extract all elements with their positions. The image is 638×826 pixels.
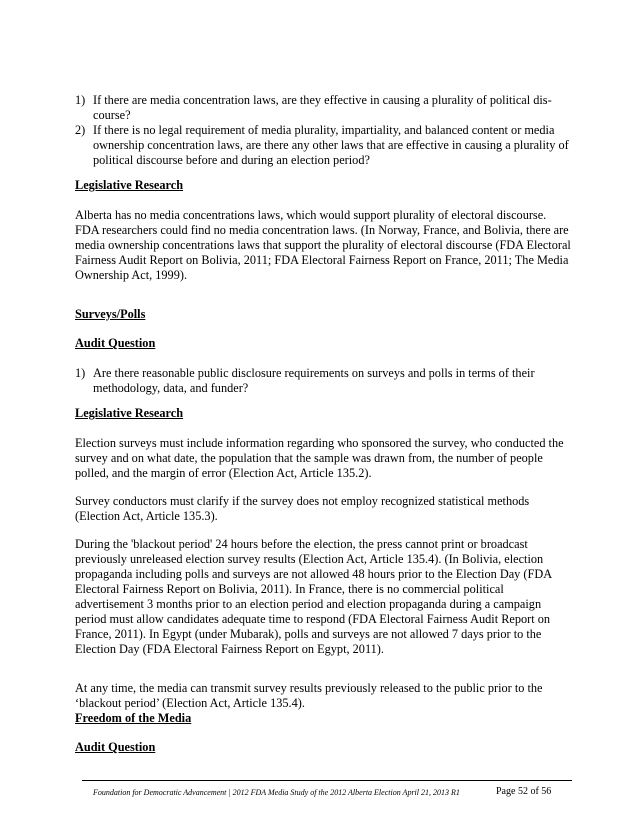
question-line: course?: [93, 108, 131, 122]
paragraph-line: propaganda including polls and surveys are not allowed 48 hours prior to the Election Day (FDA: [75, 567, 553, 581]
paragraph-line: polled, and the margin of error (Election Act, Article 135.2).: [75, 466, 372, 480]
paragraph-line: survey and on what date, the population that the sample was drawn from, the number of people: [75, 451, 543, 465]
paragraph-line: media ownership concentrations laws that support the plurality of electoral discourse (FDA Electoral: [75, 238, 571, 252]
paragraph-line: Ownership Act, 1999).: [75, 268, 188, 282]
paragraph-line: previously unreleased election survey results (Election Act, Article 135.4). (In Bolivia, election: [75, 552, 544, 566]
paragraph-line: France, 2011). In Egypt (under Mubarak), polls and surveys are not allowed 7 days prior to the: [75, 627, 542, 641]
question-line: ownership concentration laws, are there any other laws that are effective in causing a plurality of: [93, 138, 569, 152]
question-line: If there is no legal requirement of media plurality, impartiality, and balanced content or media: [93, 123, 555, 137]
paragraph-line: During the 'blackout period' 24 hours before the election, the press cannot print or broadcast: [75, 537, 528, 551]
paragraph-line: Election surveys must include information regarding who sponsored the survey, who conducted the: [75, 436, 564, 450]
section-heading: Legislative Research: [75, 406, 184, 420]
footer-text: Foundation for Democratic Advancement | 2012 FDA Media Study of the 2012 Alberta Election April 21, 2013 R1: [93, 788, 460, 797]
paragraph-line: Alberta has no media concentrations laws, which would support plurality of electoral discourse.: [75, 208, 547, 222]
section-heading: Freedom of the Media: [75, 711, 192, 725]
list-number: 2): [75, 123, 86, 137]
paragraph-line: FDA researchers could find no media concentration laws. (In Norway, France, and Bolivia, there are: [75, 223, 569, 237]
section-heading: Audit Question: [75, 740, 156, 754]
paragraph-line: advertisement 3 months prior to an election period and election propaganda during a campaign: [75, 597, 542, 611]
paragraph-line: Election Day (FDA Electoral Fairness Report on Egypt, 2011).: [75, 642, 384, 656]
paragraph-line: Electoral Fairness Report on Bolivia, 2011). In France, there is no commercial political: [75, 582, 504, 596]
paragraph-line: Survey conductors must clarify if the survey does not employ recognized statistical methods: [75, 494, 530, 508]
paragraph-line: (Election Act, Article 135.3).: [75, 509, 218, 523]
paragraph-line: At any time, the media can transmit survey results previously released to the public prior to the: [75, 681, 543, 695]
section-heading: Surveys/Polls: [75, 307, 146, 321]
section-heading: Legislative Research: [75, 178, 184, 192]
footer-rule: [82, 780, 572, 781]
page-number: Page 52 of 56: [496, 786, 552, 797]
paragraph-line: ‘blackout period’ (Election Act, Article 135.4).: [75, 696, 305, 710]
question-line: Are there reasonable public disclosure requirements on surveys and polls in terms of their: [93, 366, 535, 380]
paragraph-line: Fairness Audit Report on Bolivia, 2011; FDA Electoral Fairness Report on France, 2011; The Media: [75, 253, 569, 267]
paragraph-line: period must allow candidates adequate time to respond (FDA Electoral Fairness Audit Report on: [75, 612, 551, 626]
question-line: If there are media concentration laws, are they effective in causing a plurality of political dis-: [93, 93, 552, 107]
list-number: 1): [75, 366, 86, 380]
section-heading: Audit Question: [75, 336, 156, 350]
list-number: 1): [75, 93, 86, 107]
question-line: methodology, data, and funder?: [93, 381, 249, 395]
question-line: political discourse before and during an election period?: [93, 153, 370, 167]
